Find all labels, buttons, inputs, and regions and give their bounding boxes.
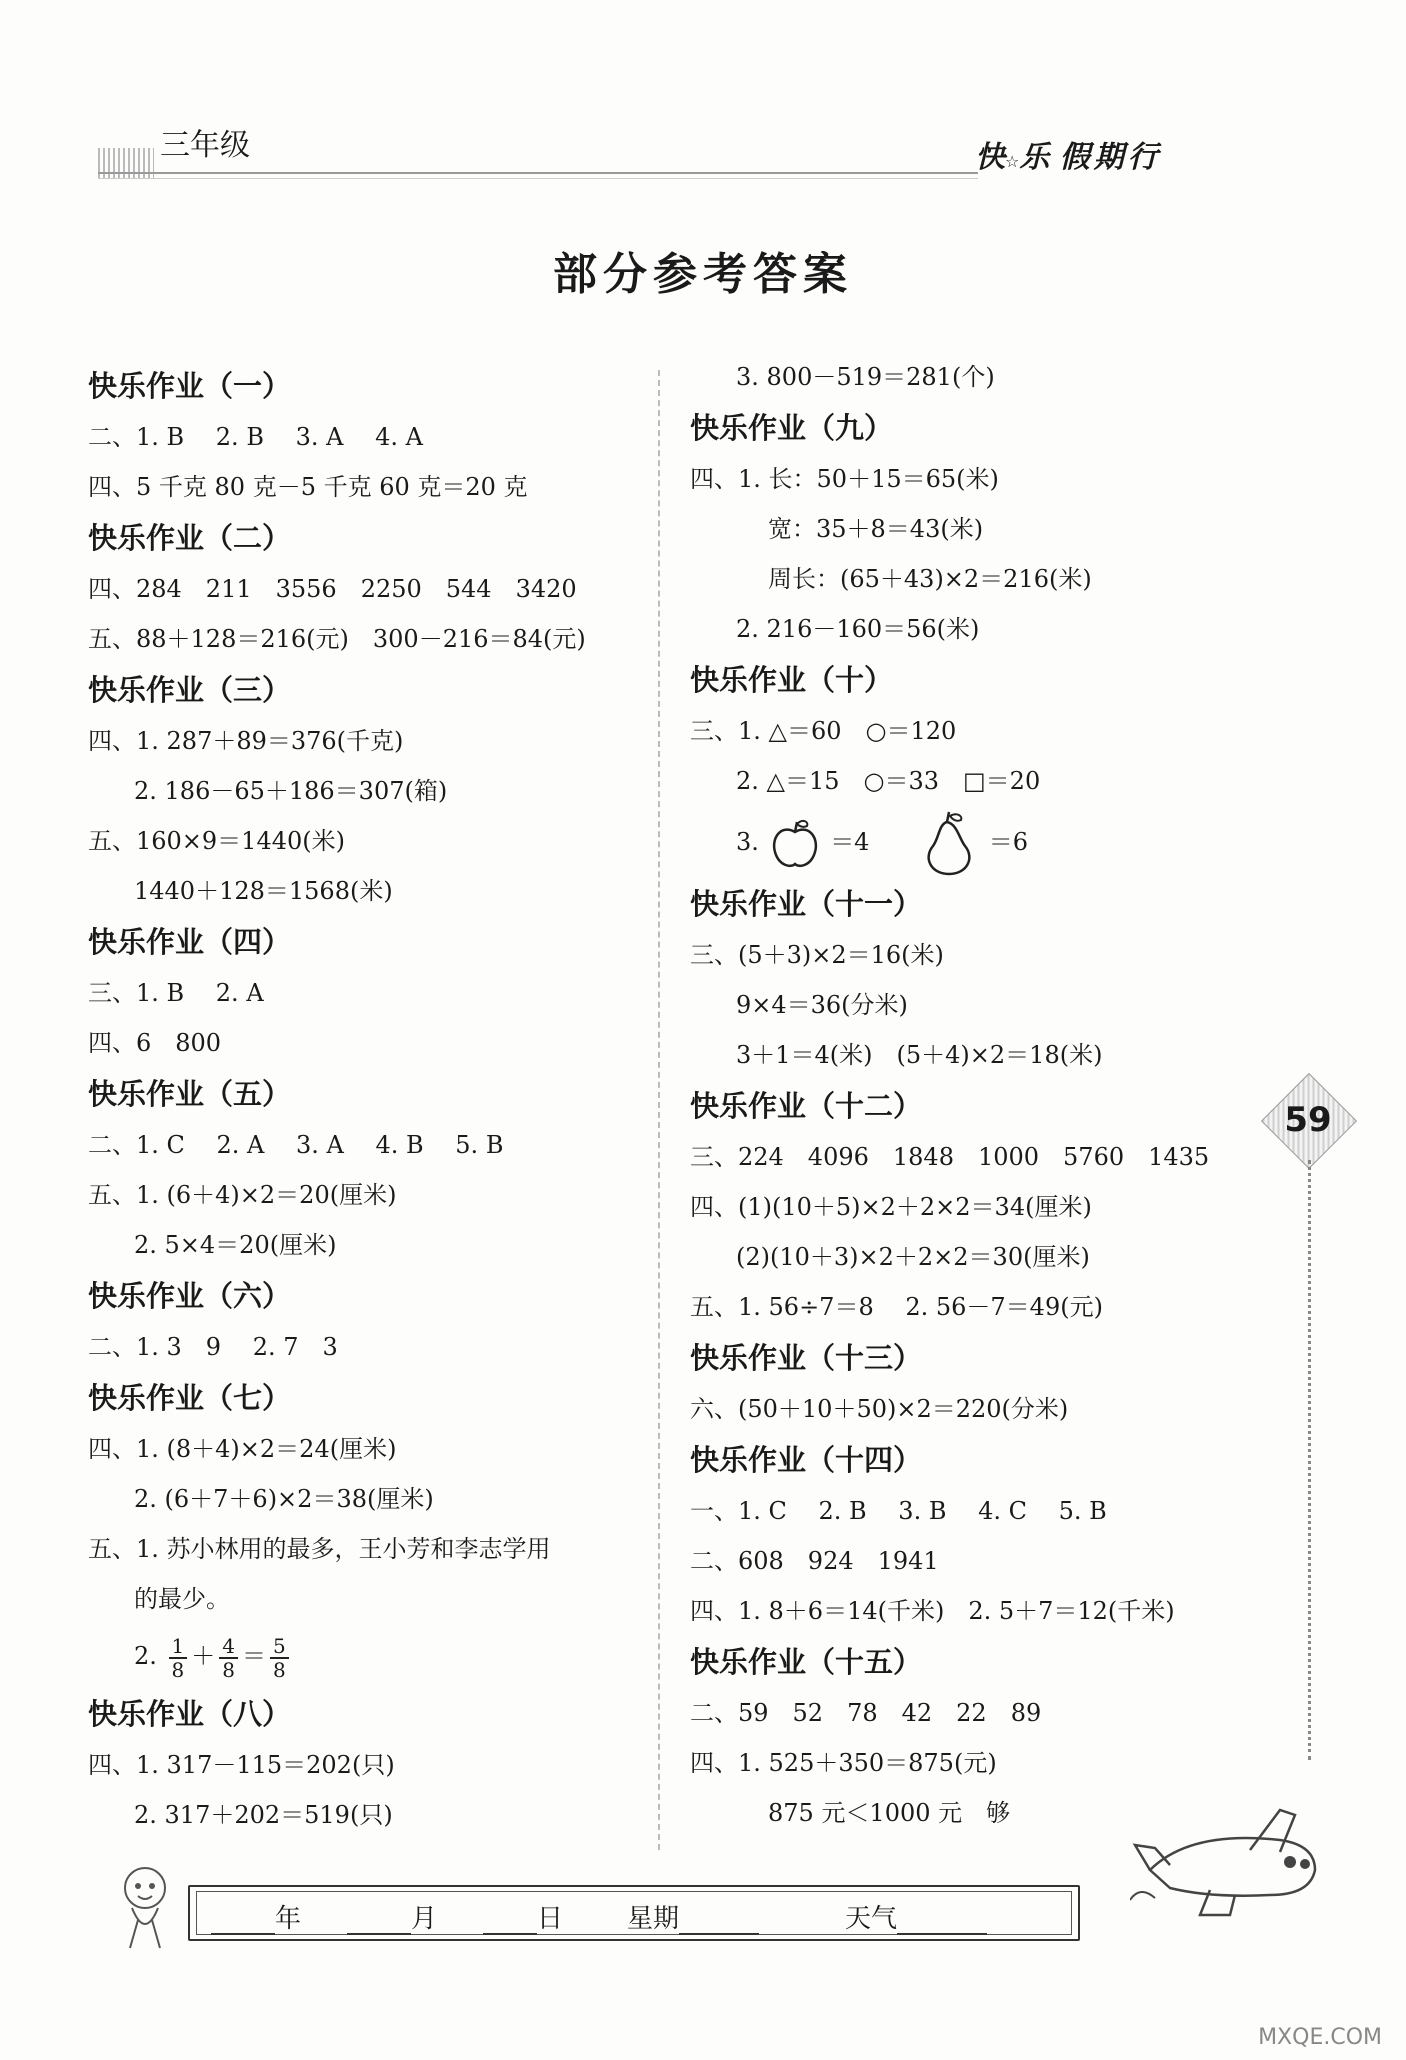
section-heading: 快乐作业（十二） [690, 1089, 923, 1123]
date-weather-bar-inner [196, 1891, 1072, 1935]
page-title: 部分参考答案 [553, 249, 853, 300]
section-heading: 快乐作业（十） [690, 663, 894, 697]
section-heading: 快乐作业（五） [88, 1077, 292, 1111]
answers-left-column [88, 360, 648, 1840]
section-heading: 快乐作业（十三） [690, 1341, 923, 1375]
fraction: $\frac{1}{8}$ [169, 1635, 188, 1681]
answer-line: 2. (6＋7＋6)×2＝38(厘米) [134, 1485, 434, 1513]
answer-line: 二、1. 3 9 2. 7 3 [88, 1333, 338, 1361]
section-heading: 快乐作业（九） [690, 411, 894, 445]
header-rule [98, 172, 978, 174]
pear-icon [917, 810, 981, 878]
section-heading: 快乐作业（三） [88, 673, 292, 707]
pear-equation: ＝6 [988, 828, 1029, 856]
section-heading: 快乐作业（十四） [690, 1443, 923, 1477]
answer-line: 周长：(65＋43)×2＝216(米) [768, 565, 1092, 593]
answer-line: 五、1. 56÷7＝8 2. 56－7＝49(元) [690, 1293, 1103, 1321]
operator: ＝ [242, 1642, 267, 1670]
header-rule-thin [98, 178, 978, 179]
airplane-icon [1130, 1790, 1330, 1920]
answer-line: 3＋1＝4(米) (5＋4)×2＝18(米) [736, 1041, 1103, 1069]
weekday-field[interactable]: 星期 [627, 1898, 759, 1935]
month-field[interactable]: 月 [347, 1898, 437, 1935]
answer-line: 二、1. C 2. A 3. A 4. B 5. B [88, 1131, 504, 1159]
answer-line: 四、1. 317－115＝202(只) [88, 1751, 395, 1779]
section-heading: 快乐作业（二） [88, 521, 292, 555]
section-heading: 快乐作业（四） [88, 925, 292, 959]
answer-line: 六、(50＋10＋50)×2＝220(分米) [690, 1395, 1069, 1423]
answer-line: 三、1. △＝60 ○＝120 [690, 717, 957, 745]
answer-line: 宽：35＋8＝43(米) [768, 515, 984, 543]
answer-line: 四、6 800 [88, 1029, 222, 1057]
answer-line: 三、1. B 2. A [88, 979, 264, 1007]
answers-right-column [690, 352, 1250, 1838]
answer-line: 2. 216－160＝56(米) [736, 615, 980, 643]
picture-answer [690, 806, 1250, 878]
answer-line: 1440＋128＝1568(米) [134, 877, 393, 905]
margin-dotted-line [1308, 1160, 1311, 1760]
date-weather-bar [188, 1885, 1080, 1941]
section-heading: 快乐作业（一） [88, 369, 292, 403]
day-field[interactable]: 日 [483, 1898, 563, 1935]
monkey-icon [110, 1860, 180, 1950]
answer-line: 四、1. 525＋350＝875(元) [690, 1749, 997, 1777]
answer-line: 四、1. 长：50＋15＝65(米) [690, 465, 999, 493]
answer-line: 二、608 924 1941 [690, 1547, 939, 1575]
answer-line: 四、1. 287＋89＝376(千克) [88, 727, 404, 755]
section-heading: 快乐作业（十五） [690, 1645, 923, 1679]
answer-line: 二、59 52 78 42 22 89 [690, 1699, 1042, 1727]
answer-line: 一、1. C 2. B 3. B 4. C 5. B [690, 1497, 1107, 1525]
answer-line: 的最少。 [134, 1585, 230, 1613]
operator: ＋ [191, 1642, 216, 1670]
answer-line: 2. △＝15 ○＝33 □＝20 [736, 767, 1041, 795]
answer-line: 五、1. (6＋4)×2＝20(厘米) [88, 1181, 397, 1209]
answer-line: 四、5 千克 80 克－5 千克 60 克＝20 克 [88, 473, 528, 501]
page-number: 59 [1284, 1100, 1332, 1140]
section-heading: 快乐作业（八） [88, 1697, 292, 1731]
answer-line: 五、1. 苏小林用的最多，王小芳和李志学用 [88, 1535, 551, 1563]
apple-equation: ＝4 [830, 828, 870, 856]
section-heading: 快乐作业（七） [88, 1381, 292, 1415]
answer-line: 3. 800－519＝281(个) [736, 363, 995, 391]
answer-line: 二、1. B 2. B 3. A 4. A [88, 423, 423, 451]
section-heading: 快乐作业（六） [88, 1279, 292, 1313]
fraction: $\frac{4}{8}$ [219, 1635, 238, 1681]
year-field[interactable]: 年 [211, 1898, 301, 1935]
section-heading: 快乐作业（十一） [690, 887, 923, 921]
answer-line: 四、1. 8＋6＝14(千米) 2. 5＋7＝12(千米) [690, 1597, 1175, 1625]
answer-line: 四、(1)(10＋5)×2＋2×2＝34(厘米) [690, 1193, 1092, 1221]
answer-line: 四、284 211 3556 2250 544 3420 [88, 575, 577, 603]
weather-field[interactable]: 天气 [845, 1898, 987, 1935]
column-divider [658, 370, 660, 1850]
answer-line: 三、(5＋3)×2＝16(米) [690, 941, 944, 969]
answer-line: 五、160×9＝1440(米) [88, 827, 345, 855]
answer-line: (2)(10＋3)×2＋2×2＝30(厘米) [736, 1243, 1090, 1271]
apple-icon [767, 816, 823, 872]
item-number: 2. [134, 1642, 157, 1670]
answer-line: 875 元＜1000 元 够 [768, 1799, 1011, 1827]
series-logo: 快☆乐 假期行 [975, 140, 1162, 175]
grade-label: 三年级 [160, 128, 250, 163]
logo-char-1: 快 [975, 140, 1005, 175]
fraction-answer [88, 1624, 648, 1688]
fraction: $\frac{5}{8}$ [270, 1635, 289, 1681]
answer-line: 2. 186－65＋186＝307(箱) [134, 777, 448, 805]
answer-line: 五、88＋128＝216(元) 300－216＝84(元) [88, 625, 586, 653]
logo-rest: 假期行 [1059, 140, 1162, 175]
logo-char-2: 乐 [1019, 140, 1050, 175]
answer-line: 9×4＝36(分米) [736, 991, 908, 1019]
answer-line: 三、224 4096 1848 1000 5760 1435 [690, 1143, 1210, 1171]
item-number: 3. [736, 828, 759, 856]
watermark: MXQE.COM [1258, 2025, 1382, 2050]
answer-line: 2. 5×4＝20(厘米) [134, 1231, 337, 1259]
answer-line: 四、1. (8＋4)×2＝24(厘米) [88, 1435, 397, 1463]
answer-line: 2. 317＋202＝519(只) [134, 1801, 393, 1829]
